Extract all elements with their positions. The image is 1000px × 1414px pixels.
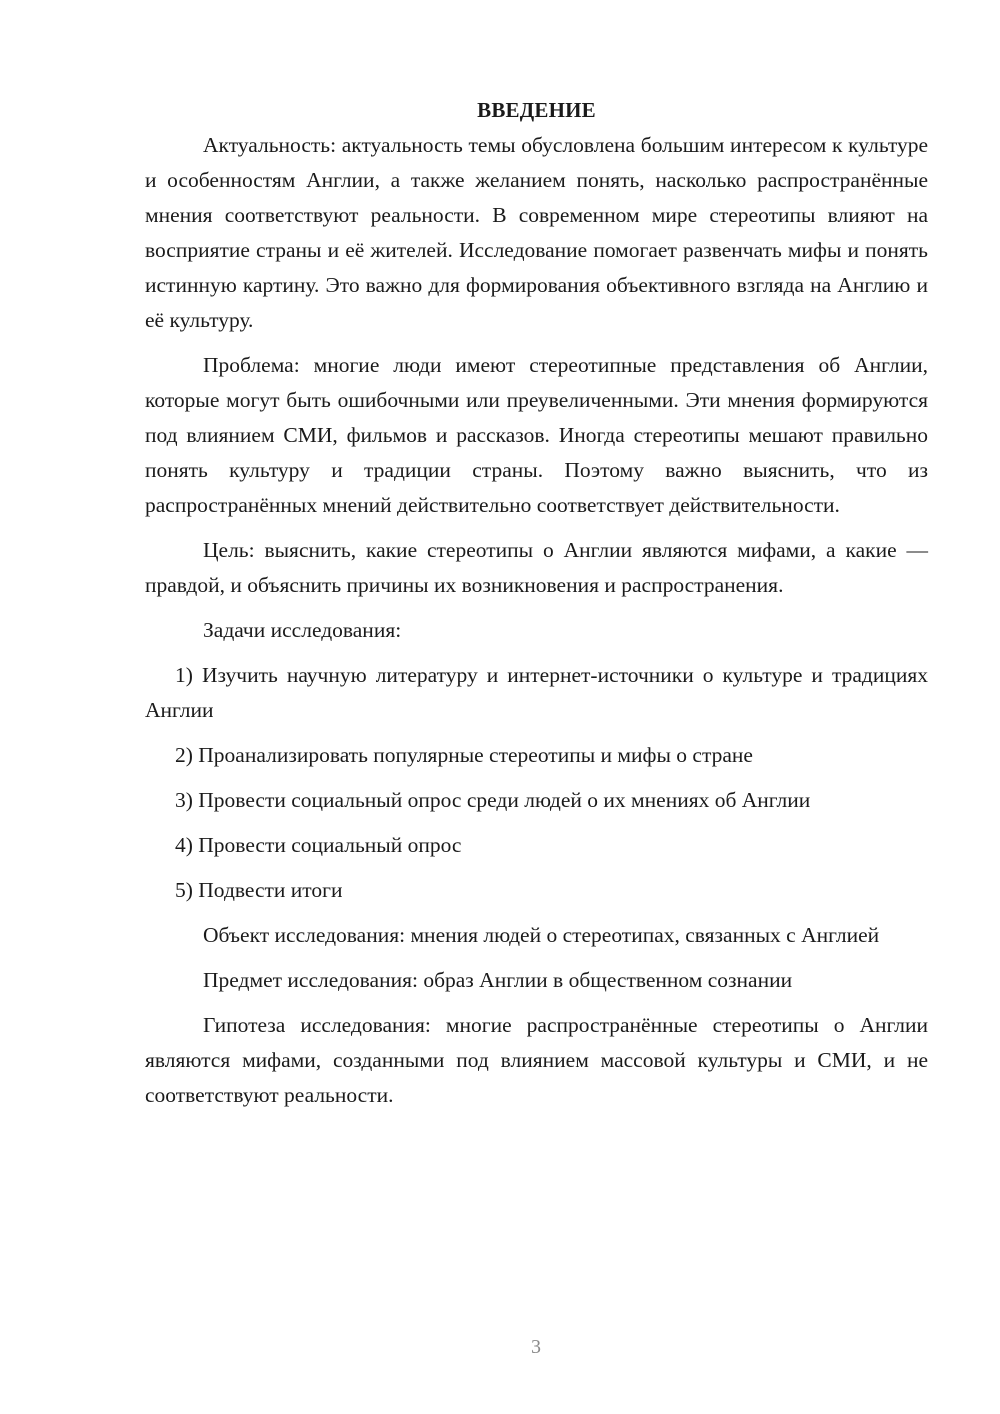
task-item-4: 4) Провести социальный опрос xyxy=(175,833,462,857)
page-number: 3 xyxy=(531,1336,541,1358)
paragraph-problem: Проблема: многие люди имеют стереотипные представления об Англии, которые могут быть ошибочными или преувеличенными. Эти мнения формируются под влиянием СМИ, фильмов и рассказов. Иногда стереотипы мешают правильно понять культуру и традиции страны. Поэтому важно выяснить, что из распространённых мнений действительно соответствует действительности. xyxy=(145,353,928,517)
page-title: ВВЕДЕНИЕ xyxy=(477,98,596,122)
tasks-heading: Задачи исследования: xyxy=(203,618,402,642)
paragraph-subject: Предмет исследования: образ Англии в общественном сознании xyxy=(203,968,793,992)
task-item-3: 3) Провести социальный опрос среди людей о их мнениях об Англии xyxy=(175,788,811,812)
paragraph-object: Объект исследования: мнения людей о стереотипах, связанных с Англией xyxy=(203,923,880,947)
paragraph-relevance: Актуальность: актуальность темы обусловлена большим интересом к культуре и особенностям Англии, а также желанием понять, насколько распространённые мнения соответствуют реальности. В современном мире стереотипы влияют на восприятие страны и её жителей. Исследование помогает развенчать мифы и понять истинную картину. Это важно для формирования объективного взгляда на Англию и её культуру. xyxy=(145,133,928,332)
paragraph-hypothesis: Гипотеза исследования: многие распространённые стереотипы о Англии являются мифами, созданными под влиянием массовой культуры и СМИ, и не соответствуют реальности. xyxy=(145,1013,928,1107)
task-item-1: 1) Изучить научную литературу и интернет-источники о культуре и традициях Англии xyxy=(145,663,928,722)
task-item-2: 2) Проанализировать популярные стереотипы и мифы о стране xyxy=(175,743,753,767)
document-body xyxy=(145,93,928,1113)
task-item-5: 5) Подвести итоги xyxy=(175,878,343,902)
paragraph-goal: Цель: выяснить, какие стереотипы о Англии являются мифами, а какие — правдой, и объяснить причины их возникновения и распространения. xyxy=(145,538,928,597)
